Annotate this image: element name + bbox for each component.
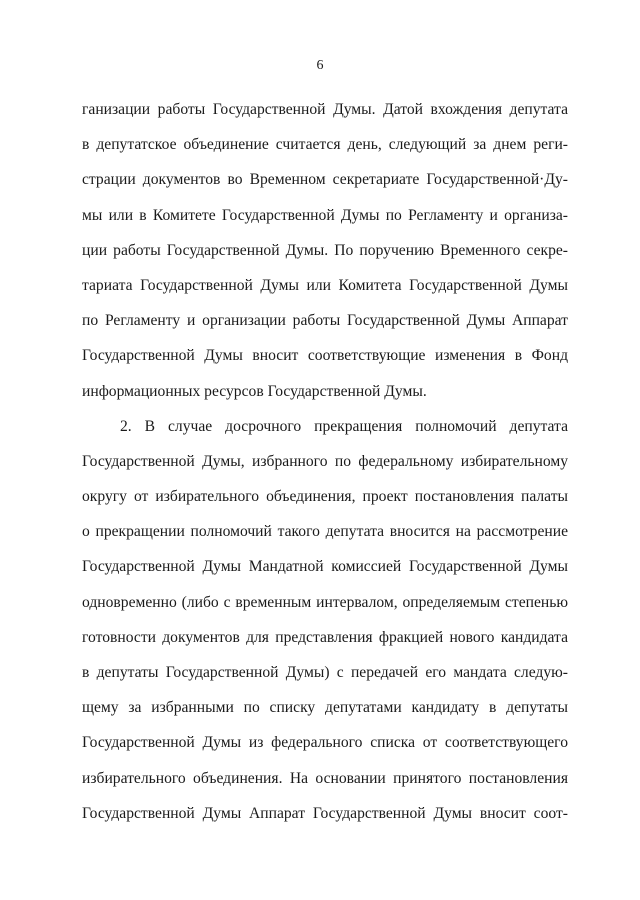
text-line: о прекращении полномочий такого депутата вносится на рассмотрение bbox=[82, 523, 568, 541]
document-body bbox=[82, 92, 568, 831]
text-line: щему за избранными по списку депутатами кандидату в депутаты bbox=[82, 699, 568, 717]
text-line: готовности документов для представления фракцией нового кандидата bbox=[82, 628, 568, 646]
text-line: 2. В случае досрочного прекращения полномочий депутата bbox=[120, 417, 568, 435]
text-line: Государственной Думы из федерального списка от соответствующего bbox=[82, 734, 568, 752]
text-line: в депутаты Государственной Думы) с передачей его мандата следую- bbox=[82, 664, 568, 681]
text-line: избирательного объединения. На основании принятого постановления bbox=[82, 769, 568, 787]
text-line: Государственной Думы Аппарат Государственной Думы вносит соот- bbox=[82, 804, 568, 822]
paragraph-1 bbox=[82, 92, 568, 409]
text-line: Государственной Думы, избранного по федеральному избирательному bbox=[82, 452, 568, 470]
text-line: одновременно (либо с временным интервалом, определяемым степенью bbox=[82, 593, 568, 611]
text-line: ганизации работы Государственной Думы. Датой вхождения депутата bbox=[82, 101, 568, 118]
page-number: 6 bbox=[316, 58, 324, 73]
text-line: Государственной Думы Мандатной комиссией Государственной Думы bbox=[82, 558, 568, 576]
text-line: тариата Государственной Думы или Комитета Государственной Думы bbox=[82, 276, 568, 294]
text-line: страции документов во Временном секретариате Государственной·Ду- bbox=[82, 171, 568, 189]
text-line: по Регламенту и организации работы Государственной Думы Аппарат bbox=[82, 312, 568, 330]
text-line: в депутатское объединение считается день, следующий за днем реги- bbox=[82, 136, 568, 154]
text-line: Государственной Думы вносит соответствующие изменения в Фонд bbox=[82, 347, 568, 365]
text-line: информационных ресурсов Государственной Думы. bbox=[82, 382, 427, 400]
text-line: ции работы Государственной Думы. По поручению Временного секре- bbox=[82, 241, 568, 259]
text-line: мы или в Комитете Государственной Думы по Регламенту и организа- bbox=[82, 206, 568, 224]
paragraph-2 bbox=[82, 409, 568, 831]
text-line: округу от избирательного объединения, проект постановления палаты bbox=[82, 488, 568, 506]
